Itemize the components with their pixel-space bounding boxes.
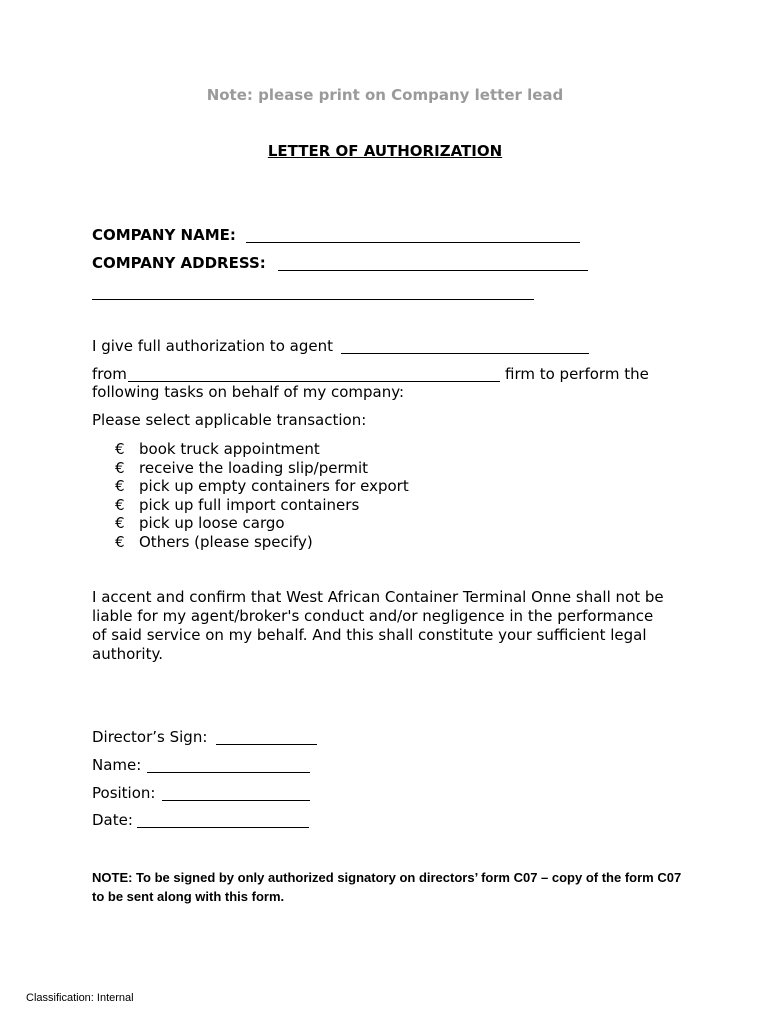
company-address-field[interactable] bbox=[278, 270, 588, 271]
transaction-label: pick up full import containers bbox=[139, 495, 360, 514]
company-name-field[interactable] bbox=[246, 242, 580, 243]
date-label: Date: bbox=[92, 811, 133, 829]
classification-label: Classification: Internal bbox=[26, 992, 134, 1004]
list-item[interactable] bbox=[115, 514, 409, 533]
liability-disclaimer: I accent and confirm that West African Container Terminal Onne shall not be liable for my agent/broker's conduct and/or negligence in the performance of said service on my behalf. And this shall constitute your sufficient legal authority. bbox=[92, 588, 664, 663]
transaction-label: Others (please specify) bbox=[139, 532, 313, 551]
firm-text: firm to perform the bbox=[505, 365, 649, 383]
company-name-label: COMPANY NAME: bbox=[92, 226, 236, 244]
checkbox-bullet-icon[interactable]: € bbox=[115, 514, 125, 532]
list-item[interactable] bbox=[115, 477, 409, 496]
agent-name-field[interactable] bbox=[341, 353, 589, 354]
list-item[interactable] bbox=[115, 440, 409, 459]
date-field[interactable] bbox=[137, 827, 309, 828]
transaction-label: pick up empty containers for export bbox=[139, 477, 409, 495]
transaction-list bbox=[115, 440, 409, 551]
from-text: from bbox=[92, 365, 127, 383]
list-item[interactable] bbox=[115, 459, 409, 478]
checkbox-bullet-icon[interactable]: € bbox=[115, 440, 125, 458]
transaction-label: book truck appointment bbox=[139, 440, 320, 458]
signatory-note: NOTE: To be signed by only authorized signatory on directors’ form C07 – copy of the form C07 to be sent along with this form. bbox=[92, 870, 682, 904]
checkbox-bullet-icon[interactable]: € bbox=[115, 458, 125, 477]
director-sign-label: Director’s Sign: bbox=[92, 728, 208, 746]
agent-text: I give full authorization to agent bbox=[92, 337, 333, 355]
page-title: LETTER OF AUTHORIZATION bbox=[267, 142, 503, 160]
transaction-label: pick up loose cargo bbox=[139, 514, 285, 532]
company-address-field-line2[interactable] bbox=[92, 299, 534, 300]
position-label: Position: bbox=[92, 784, 156, 802]
company-address-label: COMPANY ADDRESS: bbox=[92, 254, 266, 272]
position-field[interactable] bbox=[162, 800, 310, 801]
list-item[interactable] bbox=[115, 496, 409, 515]
checkbox-bullet-icon[interactable]: € bbox=[115, 532, 125, 551]
select-text: Please select applicable transaction: bbox=[92, 411, 367, 429]
checkbox-bullet-icon[interactable]: € bbox=[115, 495, 125, 514]
name-field[interactable] bbox=[147, 772, 310, 773]
director-sign-field[interactable] bbox=[216, 744, 317, 745]
name-label: Name: bbox=[92, 756, 142, 774]
list-item[interactable] bbox=[115, 533, 409, 552]
firm-name-field[interactable] bbox=[128, 381, 500, 382]
print-note: Note: please print on Company letter lead bbox=[206, 86, 564, 104]
tasks-text: following tasks on behalf of my company: bbox=[92, 383, 405, 401]
checkbox-bullet-icon[interactable]: € bbox=[115, 477, 125, 495]
transaction-label: receive the loading slip/permit bbox=[139, 458, 369, 477]
